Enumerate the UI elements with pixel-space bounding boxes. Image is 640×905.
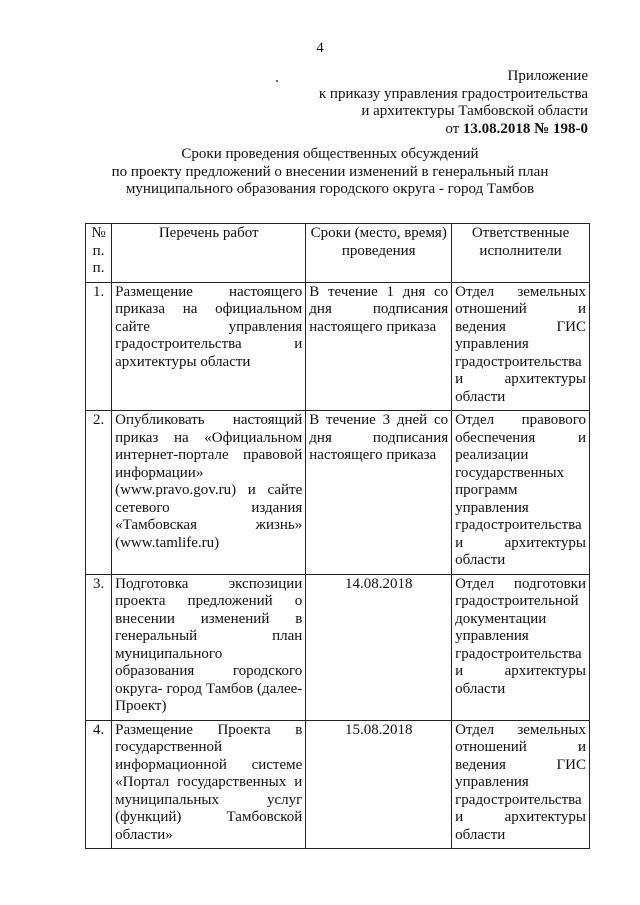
header-work: Перечень работ xyxy=(112,224,306,283)
appendix-block xyxy=(319,68,588,138)
title-line: Сроки проведения общественных обсуждений xyxy=(181,146,479,162)
row-resp: Отдел правового обеспечения и реализации государственных программ управления градостроительства и архитектуры области xyxy=(452,411,590,575)
row-resp: Отдел подготовки градостроительной документации управления градостроительства и архитектуры области xyxy=(452,574,590,720)
row-resp: Отдел земельных отношений и ведения ГИС управления градостроительства и архитектуры области xyxy=(452,720,590,849)
row-term: 15.08.2018 xyxy=(306,720,452,849)
table-row xyxy=(86,720,590,849)
schedule-table xyxy=(85,223,590,849)
appendix-line: к приказу управления градостроительства xyxy=(318,85,588,102)
table-row xyxy=(86,282,590,411)
row-work: Подготовка экспозиции проекта предложений о внесении изменений в генеральный план муниципального образования городского округа- город Тамбов (далее- Проект) xyxy=(112,574,306,720)
table-row xyxy=(86,411,590,575)
page-number: 4 xyxy=(316,40,324,56)
document-title xyxy=(60,146,600,199)
table-row xyxy=(86,574,590,720)
row-num: 4. xyxy=(86,720,112,849)
row-term: В течение 3 дней со дня подписания настоящего приказа xyxy=(306,411,452,575)
title-line: муниципального образования городского округа - город Тамбов xyxy=(125,181,535,197)
appendix-line: Приложение xyxy=(507,68,588,84)
header-term: Сроки (место, время) проведения xyxy=(306,224,452,283)
row-work: Размещение настоящего приказа на официальном сайте управления градостроительства и архитектуры области xyxy=(112,282,306,411)
header-resp: Ответственные исполнители xyxy=(452,224,590,283)
appendix-order-line xyxy=(319,121,588,139)
row-num: 1. xyxy=(86,282,112,411)
row-resp: Отдел земельных отношений и ведения ГИС управления градостроительства и архитектуры области xyxy=(452,282,590,411)
row-term: 14.08.2018 xyxy=(306,574,452,720)
table-header-row xyxy=(86,224,590,283)
row-work: Размещение Проекта в государственной информационной системе «Портал государственных и муниципальных услуг (функций) Тамбовской области» xyxy=(112,720,306,849)
header-num: № п. п. xyxy=(86,224,112,283)
scan-dot xyxy=(276,80,278,82)
row-num: 2. xyxy=(86,411,112,575)
row-work: Опубликовать настоящий приказ на «Официальном интернет-портале правовой информации» (www.pravo.gov.ru) и сайте сетевого издания «Тамбовская жизнь» (www.tamlife.ru) xyxy=(112,411,306,575)
appendix-order-number: 13.08.2018 № 198-0 xyxy=(462,120,588,137)
row-term: В течение 1 дня со дня подписания настоящего приказа xyxy=(306,282,452,411)
row-num: 3. xyxy=(86,574,112,720)
appendix-line: и архитектуры Тамбовской области xyxy=(361,103,588,119)
title-line: по проекту предложений о внесении изменений в генеральный план xyxy=(111,163,549,180)
appendix-order-prefix: от xyxy=(445,120,460,137)
